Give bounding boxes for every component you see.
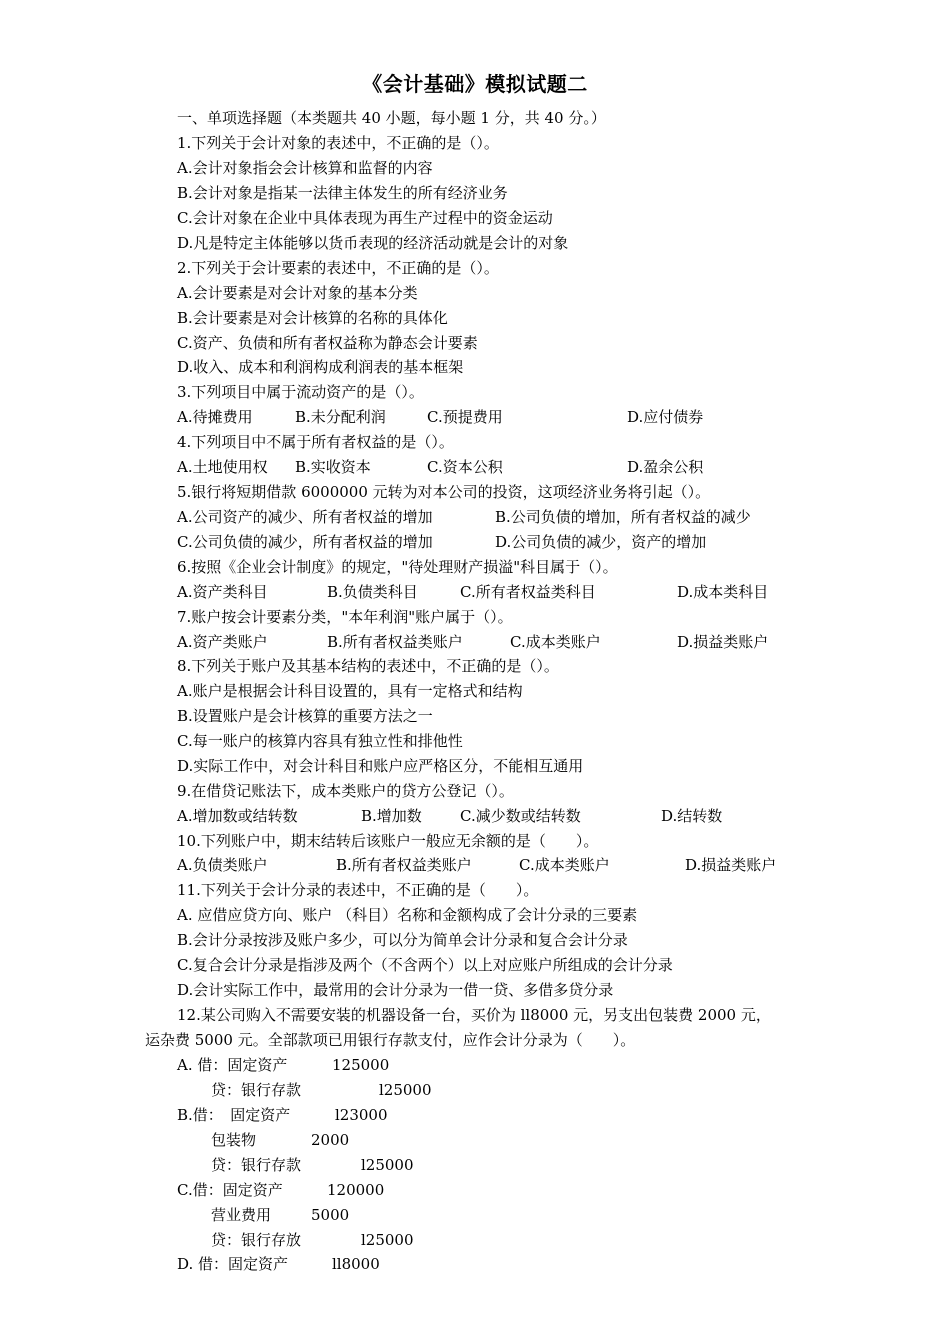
question-5-option-b: B.公司负债的增加，所有者权益的减少 — [495, 508, 751, 526]
question-8-option-a: A.账户是根据会计科目设置的，具有一定格式和结构 — [177, 682, 523, 700]
option-b-debit-amount: l23000 — [335, 1106, 388, 1124]
question-4-option-c: C.资本公积 — [427, 458, 503, 476]
option-c-debit-amount: 120000 — [327, 1181, 385, 1199]
option-c-debit-label: C.借：固定资产 — [177, 1181, 283, 1199]
question-4-option-b: B.实收资本 — [295, 458, 371, 476]
question-5-option-d: D.公司负债的减少，资产的增加 — [495, 533, 707, 551]
question-3-option-c: C.预提费用 — [427, 408, 503, 426]
question-7-options — [177, 630, 877, 654]
question-6-option-b: B.负债类科目 — [327, 583, 418, 601]
question-4-stem: 4.下列项目中不属于所有者权益的是（）。 — [177, 433, 454, 451]
question-6-option-c: C.所有者权益类科目 — [460, 583, 596, 601]
question-2-option-c: C.资产、负债和所有者权益称为静态会计要素 — [177, 334, 478, 352]
question-9-option-d: D.结转数 — [661, 807, 723, 825]
question-11-option-a: A. 应借应贷方向、账户 （科目）名称和金额构成了会计分录的三要素 — [177, 906, 638, 924]
question-3-options — [177, 405, 877, 429]
question-5-option-a: A.公司资产的减少、所有者权益的增加 — [177, 508, 433, 526]
question-3-option-a: A.待摊费用 — [177, 408, 253, 426]
question-1-stem: 1.下列关于会计对象的表述中，不正确的是（）。 — [177, 134, 499, 152]
question-12-option-b-credit — [177, 1153, 677, 1177]
question-7-option-c: C.成本类账户 — [510, 633, 601, 651]
option-c-sub-label: 营业费用 — [211, 1206, 272, 1224]
question-1-option-a: A.会计对象指会会计核算和监督的内容 — [177, 159, 433, 177]
question-5-stem: 5.银行将短期借款 6000000 元转为对本公司的投资，这项经济业务将引起（）。 — [177, 483, 711, 501]
question-12-stem-line1: 12.某公司购入不需要安装的机器设备一台，买价为 ll8000 元，另支出包装费 2000 元， — [177, 1006, 771, 1024]
option-a-credit-amount: l25000 — [379, 1081, 432, 1099]
option-a-credit-label: 贷：银行存款 — [211, 1081, 302, 1099]
question-8-stem: 8.下列关于账户及其基本结构的表述中，不正确的是（）。 — [177, 657, 559, 675]
question-9-option-c: C.减少数或结转数 — [460, 807, 581, 825]
option-c-credit-amount: l25000 — [361, 1231, 414, 1249]
question-12-option-a-credit — [177, 1078, 677, 1102]
question-11-option-c: C.复合会计分录是指涉及两个（不含两个）以上对应账户所组成的会计分录 — [177, 956, 673, 974]
question-7-option-b: B.所有者权益类账户 — [327, 633, 463, 651]
question-12-option-c-debit — [177, 1178, 677, 1202]
question-8-option-b: B.设置账户是会计核算的重要方法之一 — [177, 707, 433, 725]
question-12-option-b-debit — [177, 1103, 677, 1127]
question-4-options — [177, 455, 877, 479]
question-11-option-b: B.会计分录按涉及账户多少，可以分为简单会计分录和复合会计分录 — [177, 931, 628, 949]
option-b-sub-amount: 2000 — [311, 1131, 350, 1149]
question-12-option-c-sub — [177, 1203, 677, 1227]
question-3-option-d: D.应付债券 — [627, 408, 704, 426]
option-c-sub-amount: 5000 — [311, 1206, 350, 1224]
question-4-option-a: A.土地使用权 — [177, 458, 268, 476]
option-d-debit-label: D. 借：固定资产 — [177, 1255, 289, 1273]
question-9-option-a: A.增加数或结转数 — [177, 807, 298, 825]
question-3-stem: 3.下列项目中属于流动资产的是（）。 — [177, 383, 424, 401]
question-5-options-row1 — [177, 505, 877, 529]
section-heading: 一、单项选择题（本类题共 40 小题，每小题 1 分，共 40 分。） — [177, 109, 606, 127]
question-6-stem: 6.按照《企业会计制度》的规定，"待处理财产损溢"科目属于（）。 — [177, 558, 618, 576]
question-1-option-b: B.会计对象是指某一法律主体发生的所有经济业务 — [177, 184, 508, 202]
question-10-option-a: A.负债类账户 — [177, 856, 268, 874]
question-1-option-c: C.会计对象在企业中具体表现为再生产过程中的资金运动 — [177, 209, 553, 227]
option-a-debit-label: A. 借：固定资产 — [177, 1056, 288, 1074]
question-7-option-a: A.资产类账户 — [177, 633, 268, 651]
question-1-option-d: D.凡是特定主体能够以货币表现的经济活动就是会计的对象 — [177, 234, 569, 252]
question-6-option-a: A.资产类科目 — [177, 583, 268, 601]
question-7-stem: 7.账户按会计要素分类，"本年利润"账户属于（）。 — [177, 608, 513, 626]
question-10-stem: 10.下列账户中，期末结转后该账户一般应无余额的是（ ）。 — [177, 832, 599, 850]
page-title: 《会计基础》模拟试题二 — [362, 72, 588, 96]
option-b-debit-label: B.借： 固定资产 — [177, 1106, 291, 1124]
question-2-option-a: A.会计要素是对会计对象的基本分类 — [177, 284, 418, 302]
question-12-option-d-debit — [177, 1252, 677, 1276]
option-b-credit-label: 贷：银行存款 — [211, 1156, 302, 1174]
question-9-stem: 9.在借贷记账法下，成本类账户的贷方公登记（）。 — [177, 782, 514, 800]
question-2-stem: 2.下列关于会计要素的表述中，不正确的是（）。 — [177, 259, 499, 277]
option-c-credit-label: 贷：银行存放 — [211, 1231, 302, 1249]
option-b-sub-label: 包装物 — [211, 1131, 257, 1149]
question-12-option-b-sub — [177, 1128, 677, 1152]
question-10-option-d: D.损益类账户 — [685, 856, 777, 874]
question-8-option-c: C.每一账户的核算内容具有独立性和排他性 — [177, 732, 463, 750]
question-4-option-d: D.盈余公积 — [627, 458, 704, 476]
question-10-option-b: B.所有者权益类账户 — [336, 856, 472, 874]
question-8-option-d: D.实际工作中，对会计科目和账户应严格区分，不能相互通用 — [177, 757, 584, 775]
option-a-debit-amount: 125000 — [332, 1056, 390, 1074]
question-9-options — [177, 804, 877, 828]
question-11-stem: 11.下列关于会计分录的表述中，不正确的是（ ）。 — [177, 881, 539, 899]
question-7-option-d: D.损益类账户 — [677, 633, 769, 651]
question-10-options — [177, 853, 877, 877]
question-12-option-c-credit — [177, 1228, 677, 1252]
question-11-option-d: D.会计实际工作中，最常用的会计分录为一借一贷、多借多贷分录 — [177, 981, 614, 999]
question-12-stem-line2: 运杂费 5000 元。全部款项已用银行存款支付，应作会计分录为（ ）。 — [145, 1031, 636, 1049]
option-d-debit-amount: ll8000 — [332, 1255, 380, 1273]
option-b-credit-amount: l25000 — [361, 1156, 414, 1174]
question-2-option-d: D.收入、成本和利润构成利润表的基本框架 — [177, 358, 464, 376]
question-5-option-c: C.公司负债的减少，所有者权益的增加 — [177, 533, 433, 551]
question-9-option-b: B.增加数 — [361, 807, 422, 825]
question-6-option-d: D.成本类科目 — [677, 583, 769, 601]
question-10-option-c: C.成本类账户 — [519, 856, 610, 874]
question-5-options-row2 — [177, 530, 877, 554]
question-2-option-b: B.会计要素是对会计核算的名称的具体化 — [177, 309, 448, 327]
question-6-options — [177, 580, 877, 604]
question-3-option-b: B.未分配利润 — [295, 408, 386, 426]
question-12-option-a-debit — [177, 1053, 677, 1077]
